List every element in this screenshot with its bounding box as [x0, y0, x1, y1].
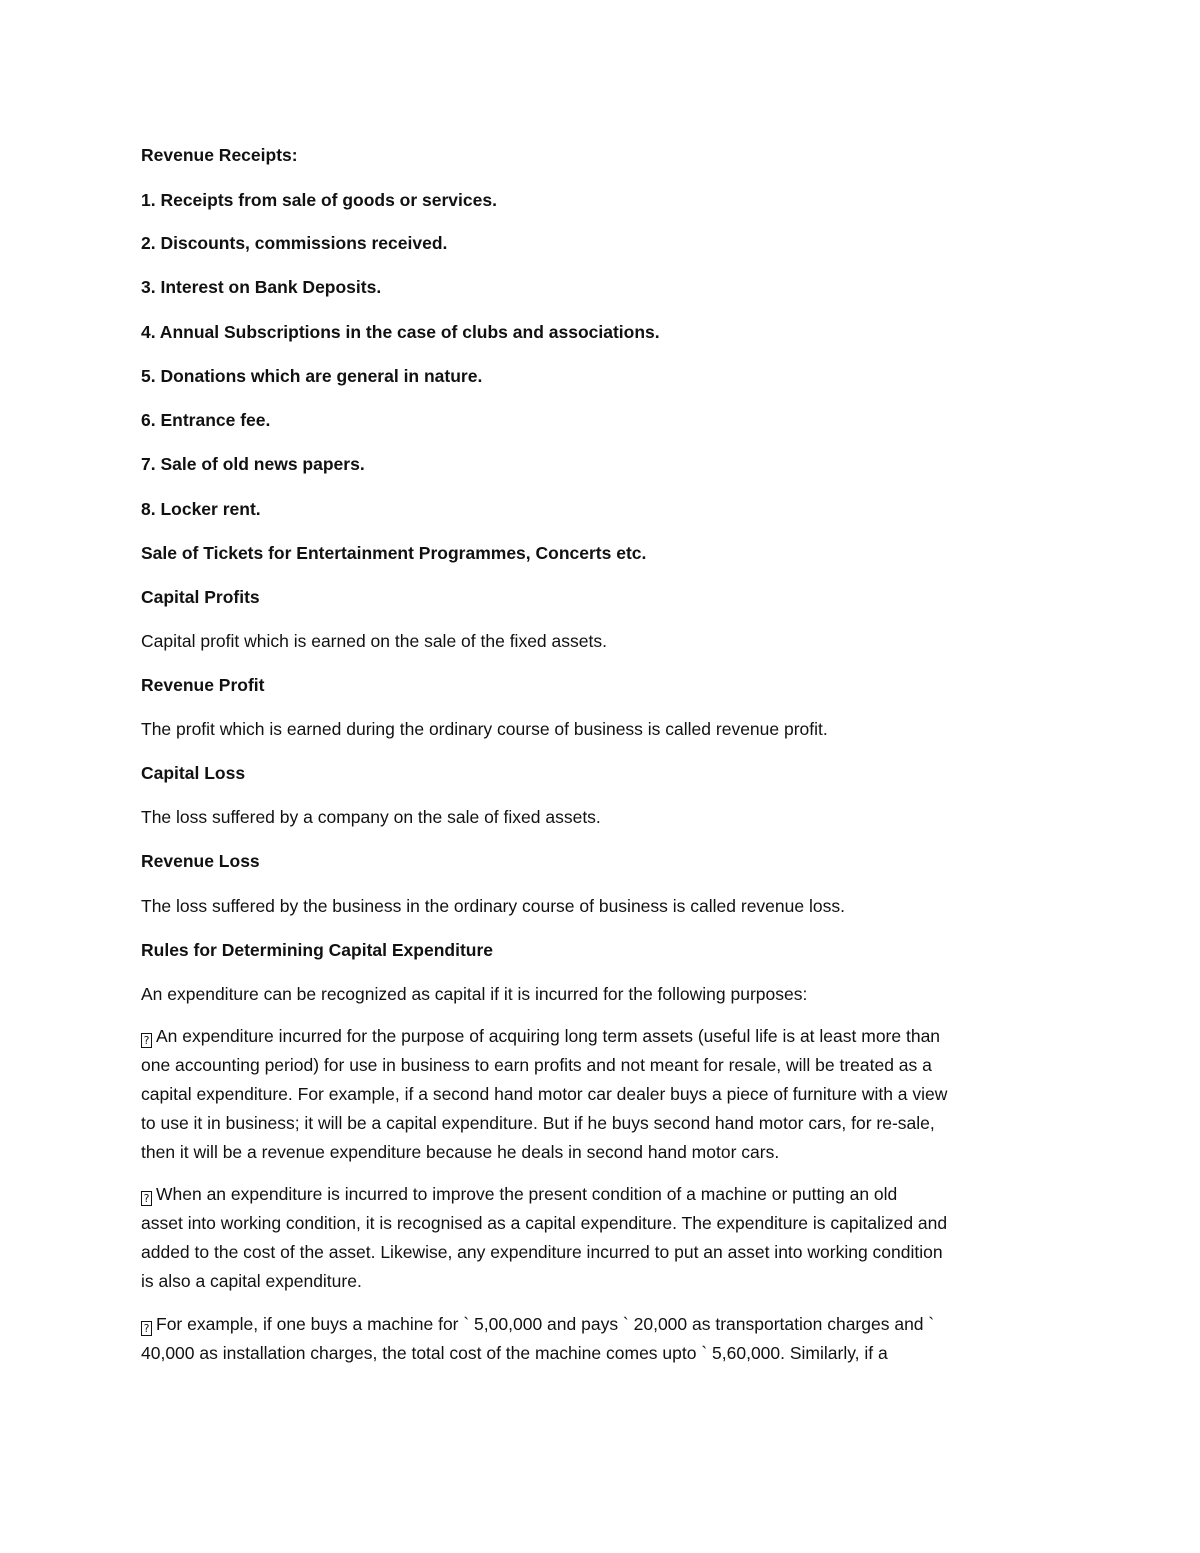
revenue-receipt-item-7: 7. Sale of old news papers. — [141, 454, 365, 474]
bullet-box-icon: ? — [141, 1191, 152, 1206]
revenue-receipt-extra: Sale of Tickets for Entertainment Programmes, Concerts etc. — [141, 543, 647, 563]
rules-bullet-1-line-3: capital expenditure. For example, if a second hand motor car dealer buys a piece of furniture with a view — [141, 1084, 948, 1104]
rules-bullet-2-line-3: added to the cost of the asset. Likewise, any expenditure incurred to put an asset into working condition — [141, 1242, 943, 1262]
capital-profits-heading: Capital Profits — [141, 587, 260, 607]
bullet-box-icon: ? — [141, 1321, 152, 1336]
revenue-receipt-item-4: 4. Annual Subscriptions in the case of clubs and associations. — [141, 322, 660, 342]
revenue-receipt-item-5: 5. Donations which are general in nature. — [141, 366, 483, 386]
rules-bullet-2-text-1: When an expenditure is incurred to improve the present condition of a machine or putting an old — [156, 1184, 898, 1204]
capital-profits-text: Capital profit which is earned on the sale of the fixed assets. — [141, 631, 607, 651]
rules-heading: Rules for Determining Capital Expenditure — [141, 940, 493, 960]
bullet-box-icon: ? — [141, 1033, 152, 1048]
rules-bullet-1-line-4: to use it in business; it will be a capital expenditure. But if he buys second hand motor cars, for re-sale, — [141, 1113, 935, 1133]
rules-bullet-2-line-2: asset into working condition, it is recognised as a capital expenditure. The expenditure is capitalized and — [141, 1213, 948, 1233]
rules-intro: An expenditure can be recognized as capital if it is incurred for the following purposes: — [141, 984, 808, 1004]
revenue-profit-heading: Revenue Profit — [141, 675, 265, 695]
rules-bullet-3 — [141, 1310, 1071, 1368]
revenue-receipt-item-1: 1. Receipts from sale of goods or services. — [141, 190, 497, 210]
rules-bullet-1-line-2: one accounting period) for use in business to earn profits and not meant for resale, will be treated as a — [141, 1055, 932, 1075]
rules-bullet-1-text-1: An expenditure incurred for the purpose of acquiring long term assets (useful life is at least more than — [156, 1026, 941, 1046]
rules-bullet-1-line-5: then it will be a revenue expenditure because he deals in second hand motor cars. — [141, 1142, 780, 1162]
capital-loss-text: The loss suffered by a company on the sale of fixed assets. — [141, 807, 601, 827]
rules-bullet-1-line-1 — [141, 1022, 1071, 1051]
rules-bullet-2 — [141, 1180, 1071, 1296]
rules-bullet-3-line-1 — [141, 1310, 1071, 1339]
rules-bullet-3-text-1: For example, if one buys a machine for ` 5,00,000 and pays ` 20,000 as transportation charges and ` — [156, 1314, 935, 1334]
revenue-receipt-item-3: 3. Interest on Bank Deposits. — [141, 277, 382, 297]
revenue-receipt-item-2: 2. Discounts, commissions received. — [141, 233, 448, 253]
capital-loss-heading: Capital Loss — [141, 763, 246, 783]
revenue-loss-heading: Revenue Loss — [141, 851, 260, 871]
revenue-receipts-heading: Revenue Receipts: — [141, 145, 298, 165]
revenue-receipt-item-6: 6. Entrance fee. — [141, 410, 271, 430]
revenue-profit-text: The profit which is earned during the ordinary course of business is called revenue profit. — [141, 719, 828, 739]
rules-bullet-3-line-2: 40,000 as installation charges, the total cost of the machine comes upto ` 5,60,000. Similarly, if a — [141, 1343, 888, 1363]
rules-bullet-1 — [141, 1022, 1071, 1167]
rules-bullet-2-line-1 — [141, 1180, 1071, 1209]
revenue-receipt-item-8: 8. Locker rent. — [141, 499, 261, 519]
revenue-loss-text: The loss suffered by the business in the ordinary course of business is called revenue loss. — [141, 896, 845, 916]
rules-bullet-2-line-4: is also a capital expenditure. — [141, 1271, 362, 1291]
